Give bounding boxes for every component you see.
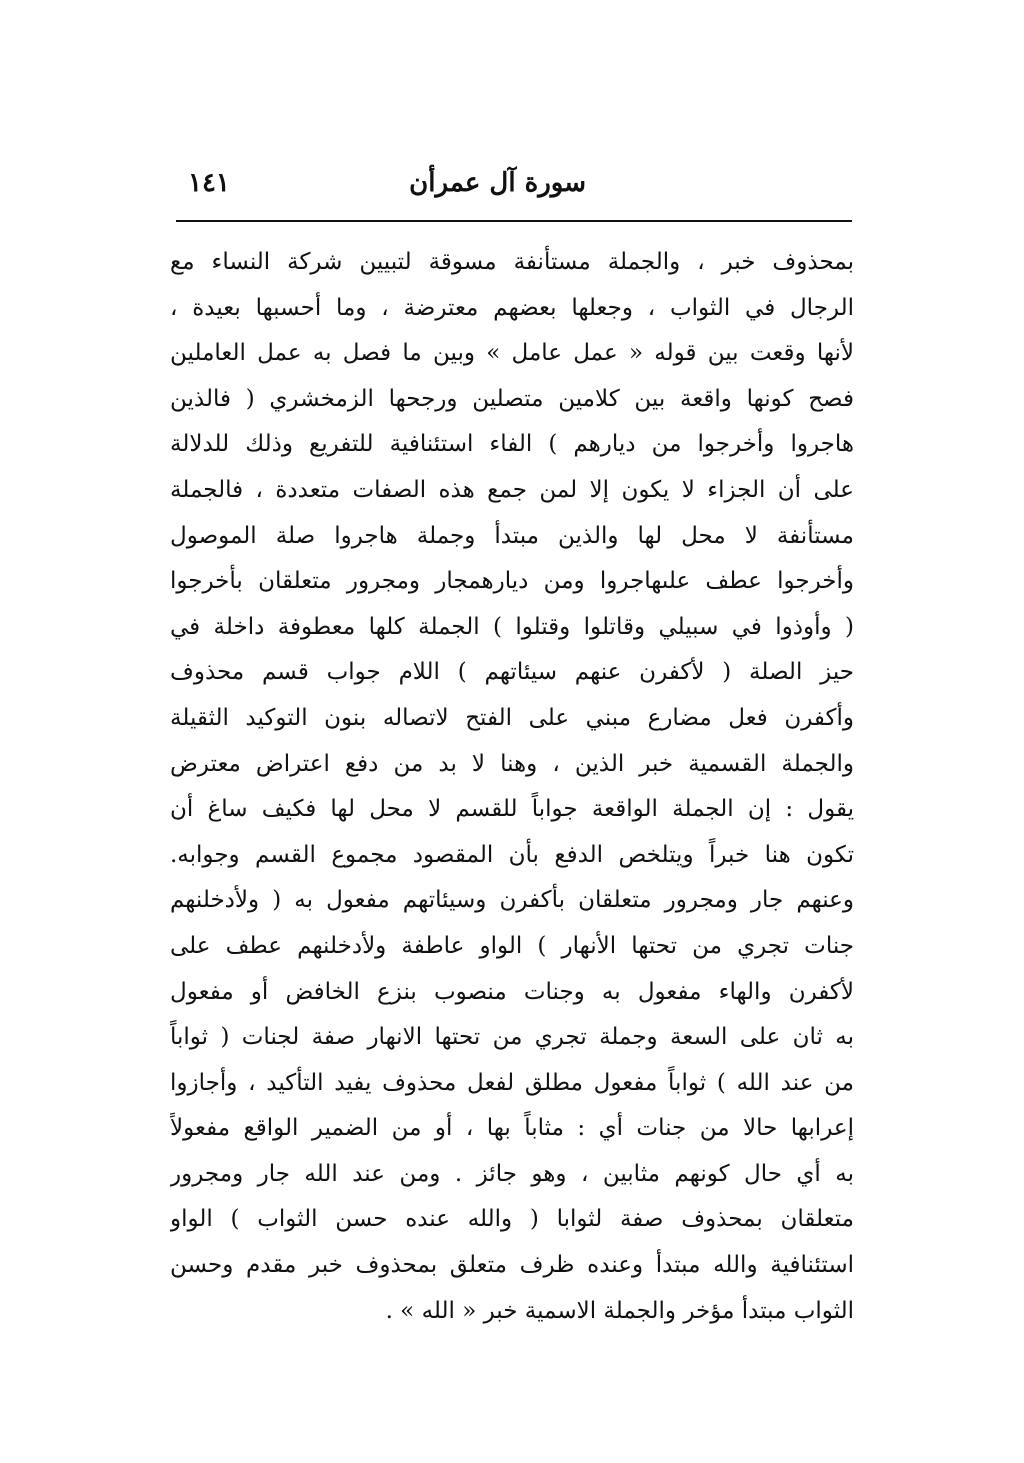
- text-line: تكون هنا خبراً ويتلخص الدفع بأن المقصود مجموع القسم وجوابه.: [170, 841, 854, 868]
- text-line: من عند الله ) ثواباً مفعول مطلق لفعل محذوف يفيد التأكيد ، وأجازوا: [170, 1069, 854, 1096]
- text-line: متعلقان بمحذوف صفة لثوابا ( والله عنده حسن الثواب ) الواو: [170, 1206, 854, 1233]
- text-line: يقول : إن الجملة الواقعة جواباً للقسم لا محل لها فكيف ساغ أن: [170, 796, 854, 823]
- text-line: بمحذوف خبر ، والجملة مستأنفة مسوقة لتبيين شركة النساء مع: [170, 249, 854, 275]
- text-line: الثواب مبتدأ مؤخر والجملة الاسمية خبر « الله » .: [385, 1297, 854, 1324]
- body-text: [170, 240, 854, 1334]
- page-number: ١٤١: [188, 168, 230, 198]
- page-header: [176, 162, 848, 208]
- text-line: فصح كونها واقعة بين كلامين متصلين ورجحها الزمخشري ( فالذين: [170, 385, 854, 412]
- text-line: جنات تجري من تحتها الأنهار ) الواو عاطفة ولأدخلنهم عطف على: [170, 932, 854, 959]
- text-line: لأكفرن والهاء مفعول به وجنات منصوب بنزع الخافض أو مفعول: [170, 978, 854, 1005]
- text-line: وأكفرن فعل مضارع مبني على الفتح لاتصاله بنون التوكيد الثقيلة: [170, 704, 854, 731]
- text-line: وعنهم جار ومجرور متعلقان بأكفرن وسيئاتهم مفعول به ( ولأدخلنهم: [170, 887, 854, 914]
- text-line: وأخرجوا عطف علىهاجروا ومن ديارهمجار ومجرور متعلقان بأخرجوا: [170, 568, 854, 595]
- text-line: هاجروا وأخرجوا من ديارهم ) الفاء استئنافية للتفريع وذلك للدلالة: [170, 431, 854, 458]
- text-line: به أي حال كونهم مثابين ، وهو جائز . ومن عند الله جار ومجرور: [170, 1160, 854, 1187]
- text-line: الرجال في الثواب ، وجعلها بعضهم معترضة ، وما أحسبها بعيدة ،: [170, 294, 854, 321]
- text-line: والجملة القسمية خبر الذين ، وهنا لا بد من دفع اعتراض معترض: [170, 750, 854, 777]
- surah-title: سورة آل عمرأن: [409, 168, 586, 198]
- text-line: مستأنفة لا محل لها والذين مبتدأ وجملة هاجروا صلة الموصول: [170, 522, 854, 549]
- header-rule: [176, 220, 852, 222]
- text-line: استئنافية والله مبتدأ وعنده ظرف متعلق بمحذوف خبر مقدم وحسن: [170, 1252, 854, 1279]
- text-line: لأنها وقعت بين قوله « عمل عامل » وبين ما فصل به عمل العاملين: [170, 340, 854, 367]
- text-line: حيز الصلة ( لأكفرن عنهم سيئاتهم ) اللام جواب قسم محذوف: [170, 659, 854, 686]
- text-line: على أن الجزاء لا يكون إلا لمن جمع هذه الصفات متعددة ، فالجملة: [170, 476, 854, 503]
- text-line: ( وأوذوا في سبيلي وقاتلوا وقتلوا ) الجملة كلها معطوفة داخلة في: [170, 613, 854, 640]
- text-line: إعرابها حالا من جنات أي : مثاباً بها ، أو من الضمير الواقع مفعولاً: [170, 1115, 854, 1142]
- text-line: به ثان على السعة وجملة تجري من تحتها الانهار صفة لجنات ( ثواباً: [170, 1024, 854, 1051]
